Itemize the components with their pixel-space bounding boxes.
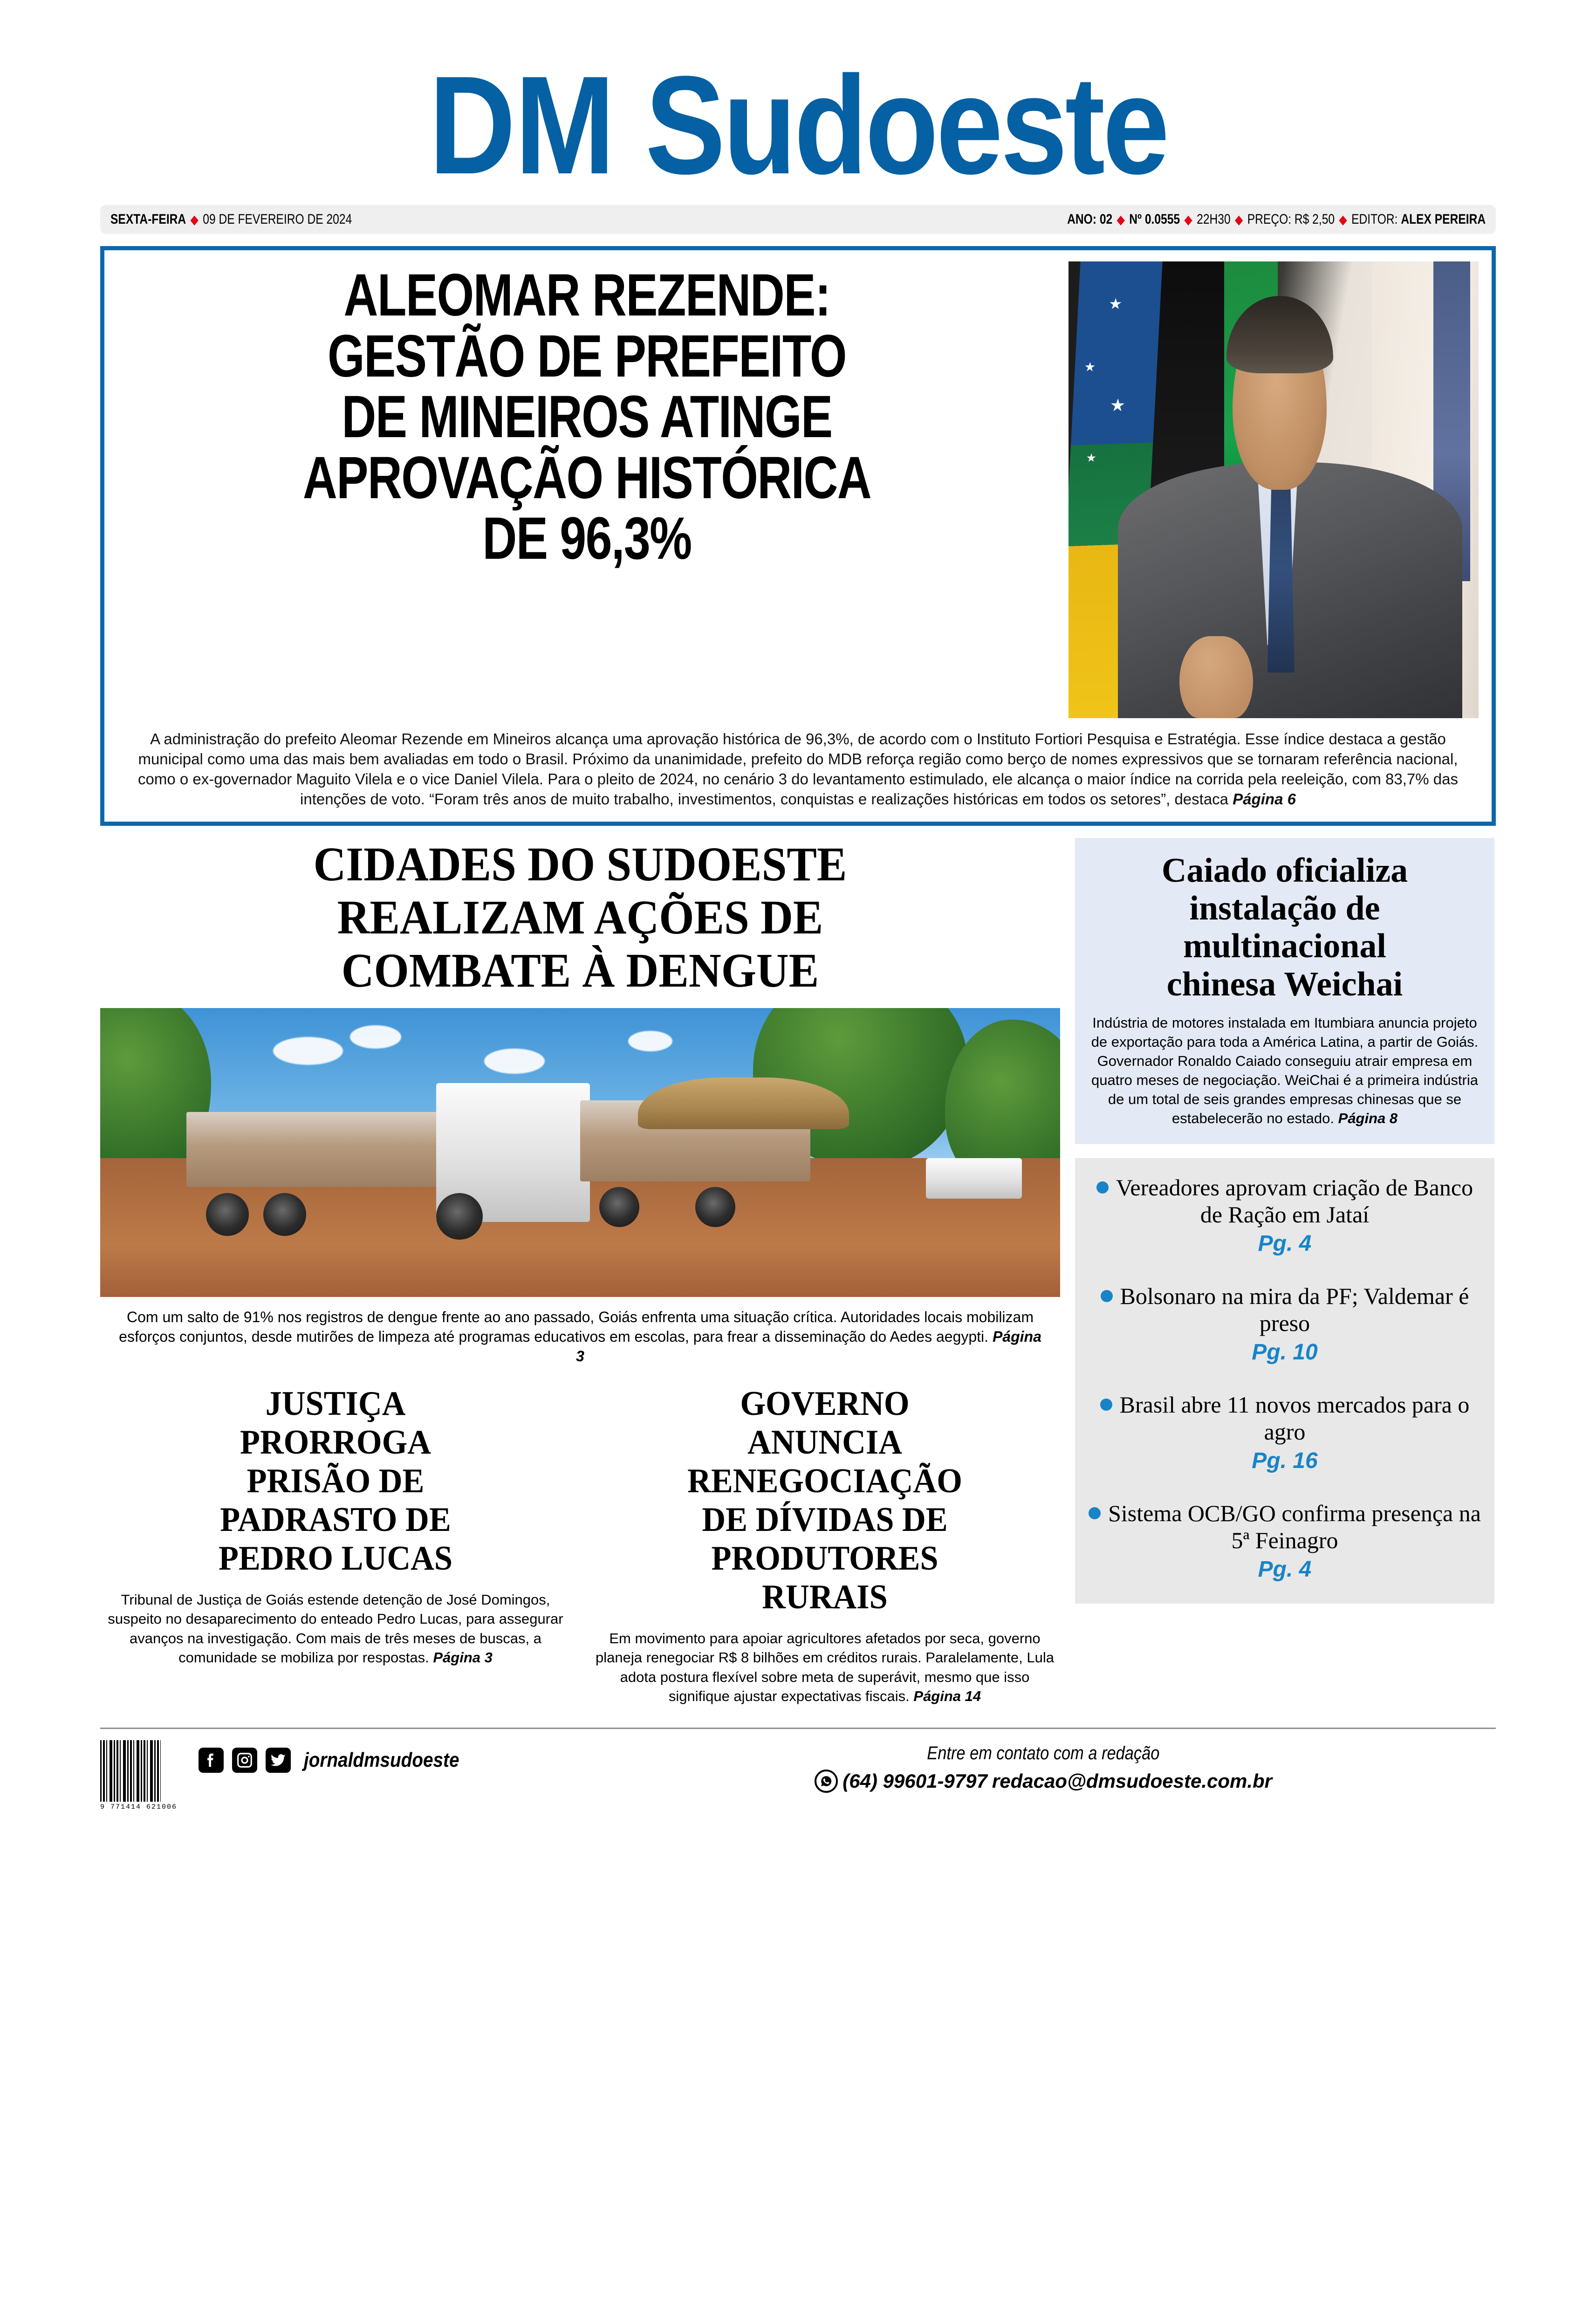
bullet-page-reference[interactable]: Pg. 4 bbox=[1258, 1231, 1312, 1256]
list-item[interactable] bbox=[1087, 1283, 1482, 1365]
editor-name: ALEX PEREIRA bbox=[1401, 212, 1486, 227]
photo-tie bbox=[1267, 467, 1295, 672]
caiado-headline bbox=[1088, 852, 1481, 1004]
justica-headline bbox=[112, 1385, 559, 1578]
dengue-headline-line: REALIZAM AÇÕES DE bbox=[337, 890, 823, 944]
facebook-icon[interactable] bbox=[199, 1748, 224, 1773]
bullet-dot-icon bbox=[1101, 1290, 1113, 1302]
hero-headline-line: DE MINEIROS ATINGE bbox=[342, 384, 832, 451]
list-item[interactable] bbox=[1087, 1174, 1482, 1256]
social-handle[interactable]: jornaldmsudoeste bbox=[304, 1748, 459, 1771]
caiado-headline-line: chinesa Weichai bbox=[1166, 965, 1403, 1003]
contact-email[interactable]: redacao@dmsudoeste.com.br bbox=[992, 1770, 1272, 1792]
date-info-bar bbox=[100, 205, 1496, 234]
contact-phone[interactable]: (64) 99601-9797 bbox=[843, 1770, 987, 1792]
contact-block bbox=[815, 1740, 1272, 1793]
photo-cloud bbox=[273, 1037, 343, 1065]
justica-headline-line: PRORROGA bbox=[240, 1423, 432, 1462]
dengue-headline-line: COMBATE À DENGUE bbox=[341, 944, 819, 998]
twitter-icon[interactable] bbox=[266, 1748, 291, 1773]
justica-page-reference[interactable]: Página 3 bbox=[433, 1649, 493, 1666]
justica-caption bbox=[100, 1590, 571, 1667]
hero-headline-line: APROVAÇÃO HISTÓRICA bbox=[302, 444, 871, 511]
caiado-headline-line: Caiado oficializa bbox=[1161, 851, 1408, 890]
weekday-label: SEXTA-FEIRA bbox=[110, 212, 186, 227]
bullet-dot-icon bbox=[1096, 1181, 1109, 1194]
dengue-headline-line: CIDADES DO SUDOESTE bbox=[313, 837, 847, 891]
photo-wheel bbox=[436, 1193, 483, 1240]
barcode-block bbox=[100, 1740, 177, 1811]
bullet-headline-text: Vereadores aprovam criação de Banco de Ração em Jataí bbox=[1116, 1174, 1473, 1228]
hero-story-box bbox=[100, 246, 1496, 826]
bullet-headline bbox=[1087, 1174, 1482, 1228]
diamond-separator-icon: ◆ bbox=[1184, 213, 1192, 226]
diamond-separator-icon: ◆ bbox=[191, 213, 199, 226]
bullet-page-reference[interactable]: Pg. 4 bbox=[1258, 1557, 1312, 1582]
dengue-photo-trucks bbox=[100, 1008, 1060, 1297]
hero-lead-paragraph bbox=[117, 729, 1479, 810]
justica-headline-line: PADRASTO DE bbox=[220, 1501, 451, 1539]
hero-headline-line: GESTÃO DE PREFEITO bbox=[328, 322, 846, 390]
bullet-headline bbox=[1087, 1500, 1482, 1554]
page-footer bbox=[100, 1728, 1496, 1811]
diamond-separator-icon: ◆ bbox=[1339, 213, 1347, 226]
justica-story bbox=[100, 1385, 571, 1706]
photo-wheel bbox=[695, 1187, 735, 1227]
justica-caption-text: Tribunal de Justiça de Goiás estende detenção de José Domingos, suspeito no desaparecimento do enteado Pedro Lucas, para assegurar avanços na investigação. Com mais de três meses de buscas, a comunidade se mobiliza por respostas. bbox=[108, 1591, 563, 1666]
governo-headline-line: DE DÍVIDAS DE bbox=[702, 1501, 948, 1539]
price-label: PREÇO: R$ 2,50 bbox=[1247, 212, 1335, 227]
masthead-brand-sudoeste: Sudoeste bbox=[645, 47, 1167, 203]
right-column bbox=[1075, 838, 1494, 1604]
left-column bbox=[100, 838, 1060, 1706]
caiado-headline-line: instalação de bbox=[1189, 889, 1380, 927]
bullet-headline-text: Brasil abre 11 novos mercados para o agro bbox=[1119, 1391, 1470, 1445]
dengue-headline bbox=[134, 838, 1027, 998]
caiado-body bbox=[1088, 1014, 1481, 1128]
year-label: ANO: 02 bbox=[1067, 212, 1113, 227]
photo-wheel bbox=[263, 1193, 306, 1236]
datebar-right-group bbox=[1067, 212, 1486, 227]
bullet-headline bbox=[1087, 1283, 1482, 1337]
bullet-headline-text: Bolsonaro na mira da PF; Valdemar é preso bbox=[1120, 1283, 1469, 1336]
barcode-icon bbox=[100, 1740, 161, 1802]
photo-cloud bbox=[350, 1025, 401, 1049]
masthead-brand-dm: DM bbox=[429, 47, 615, 203]
dengue-page-reference[interactable]: Página 3 bbox=[576, 1328, 1041, 1365]
editor-label: EDITOR: bbox=[1351, 212, 1398, 227]
justica-headline-line: PEDRO LUCAS bbox=[219, 1539, 452, 1578]
governo-caption-text: Em movimento para apoiar agricultores afetados por seca, governo planeja renegociar R$ 8 bilhões em créditos rurais. Paralelamente, Lula adota postura flexível sobre meta de superávit, mesmo que isso signifique ajustar expectativas fiscais. bbox=[596, 1630, 1054, 1705]
main-content-grid bbox=[100, 838, 1496, 1706]
governo-headline-line: ANUNCIA bbox=[747, 1423, 902, 1462]
bullet-headline bbox=[1087, 1391, 1482, 1445]
caiado-story-box bbox=[1075, 838, 1494, 1144]
photo-wheel bbox=[206, 1193, 249, 1236]
bullet-headlines-box bbox=[1075, 1158, 1494, 1604]
bullet-headline-text: Sistema OCB/GO confirma presença na 5ª Feinagro bbox=[1108, 1500, 1481, 1553]
social-links-row bbox=[199, 1740, 480, 1773]
list-item[interactable] bbox=[1087, 1500, 1482, 1582]
instagram-icon[interactable] bbox=[232, 1748, 257, 1773]
issue-number: Nº 0.0555 bbox=[1129, 212, 1180, 227]
diamond-separator-icon: ◆ bbox=[1235, 213, 1243, 226]
governo-page-reference[interactable]: Página 14 bbox=[913, 1688, 981, 1705]
list-item[interactable] bbox=[1087, 1391, 1482, 1474]
governo-headline-line: PRODUTORES bbox=[711, 1539, 938, 1578]
caiado-headline-line: multinacional bbox=[1183, 927, 1386, 966]
governo-headline-line: GOVERNO bbox=[740, 1385, 910, 1423]
justica-headline-line: PRISÃO DE bbox=[247, 1462, 425, 1501]
hero-photo-mayor bbox=[1069, 261, 1479, 718]
flag-star bbox=[1084, 362, 1095, 372]
photo-cloud bbox=[484, 1049, 545, 1074]
governo-headline bbox=[601, 1385, 1048, 1616]
bullet-page-reference[interactable]: Pg. 16 bbox=[1252, 1448, 1318, 1473]
photo-hands bbox=[1179, 636, 1253, 718]
governo-story bbox=[589, 1385, 1060, 1706]
hero-page-reference[interactable]: Página 6 bbox=[1233, 790, 1296, 808]
hero-headline-line: ALEOMAR REZENDE: bbox=[343, 262, 830, 329]
justica-headline-line: JUSTIÇA bbox=[265, 1385, 406, 1423]
bullet-dot-icon bbox=[1089, 1507, 1101, 1519]
masthead-title bbox=[198, 47, 1398, 203]
masthead bbox=[100, 0, 1496, 203]
datebar-left-group bbox=[110, 212, 352, 227]
governo-caption bbox=[589, 1629, 1060, 1706]
bullet-dot-icon bbox=[1100, 1399, 1112, 1411]
photo-truck-load bbox=[638, 1077, 849, 1130]
hero-lead-text: A administração do prefeito Aleomar Rezende em Mineiros alcança uma aprovação histórica de 96,3%, de acordo com o Instituto Fortiori Pesquisa e Estratégia. Esse índice destaca a gestão municipal como uma das mais bem avaliadas em todo o Brasil. Próximo da unanimidade, prefeito do MDB reforça região como berço de nomes expressivos que se tornaram referência nacional, como o ex-governador Maguito Vilela e o vice Daniel Vilela. Para o pleito de 2024, no cenário 3 do levantamento estimulado, ele alcança o maior índice na corrida pela reeleição, com 83,7% das intenções de voto. “Foram três anos de muito trabalho, investimentos, conquistas e realizações históricas em todos os setores”, destaca bbox=[138, 730, 1458, 808]
barcode-number: 9 771414 621006 bbox=[100, 1803, 178, 1811]
photo-truck-bed bbox=[186, 1112, 474, 1187]
governo-headline-line: RENEGOCIAÇÃO bbox=[687, 1462, 962, 1501]
hero-headline-line: DE 96,3% bbox=[482, 505, 692, 572]
publication-date: 09 DE FEVEREIRO DE 2024 bbox=[203, 212, 352, 227]
flag-star bbox=[1086, 453, 1096, 463]
flag-star bbox=[1110, 398, 1125, 412]
dengue-caption bbox=[100, 1307, 1060, 1366]
hero-top-row bbox=[117, 261, 1479, 718]
diamond-separator-icon: ◆ bbox=[1117, 213, 1125, 226]
photo-wheel bbox=[599, 1187, 639, 1227]
bullet-page-reference[interactable]: Pg. 10 bbox=[1252, 1339, 1318, 1365]
dengue-caption-text: Com um salto de 91% nos registros de dengue frente ao ano passado, Goiás enfrenta uma situação crítica. Autoridades locais mobilizam esforços conjuntos, desde mutirões de limpeza até programas educativos em escolas, para frear a disseminação do Aedes aegypti. bbox=[119, 1308, 1034, 1345]
governo-headline-line: RURAIS bbox=[762, 1578, 888, 1616]
footer-inner bbox=[100, 1733, 1496, 1811]
whatsapp-icon[interactable] bbox=[815, 1770, 838, 1793]
bottom-two-columns bbox=[100, 1385, 1060, 1706]
contact-details bbox=[815, 1770, 1272, 1793]
caiado-body-text: Indústria de motores instalada em Itumbiara anuncia projeto de exportação para toda a América Latina, a partir de Goiás. Governador Ronaldo Caiado conseguiu atrair empresa em quatro meses de negociação. WeiChai é a primeira indústria de um total de seis grandes empresas chinesas que se estabelecerão no estado. bbox=[1091, 1015, 1479, 1126]
flag-star bbox=[1109, 298, 1122, 310]
caiado-page-reference[interactable]: Página 8 bbox=[1338, 1110, 1398, 1126]
photo-white-pickup bbox=[926, 1158, 1022, 1199]
edition-time: 22H30 bbox=[1197, 212, 1231, 227]
hero-headline bbox=[117, 261, 1056, 572]
contact-invite: Entre em contato com a redação bbox=[927, 1743, 1160, 1763]
